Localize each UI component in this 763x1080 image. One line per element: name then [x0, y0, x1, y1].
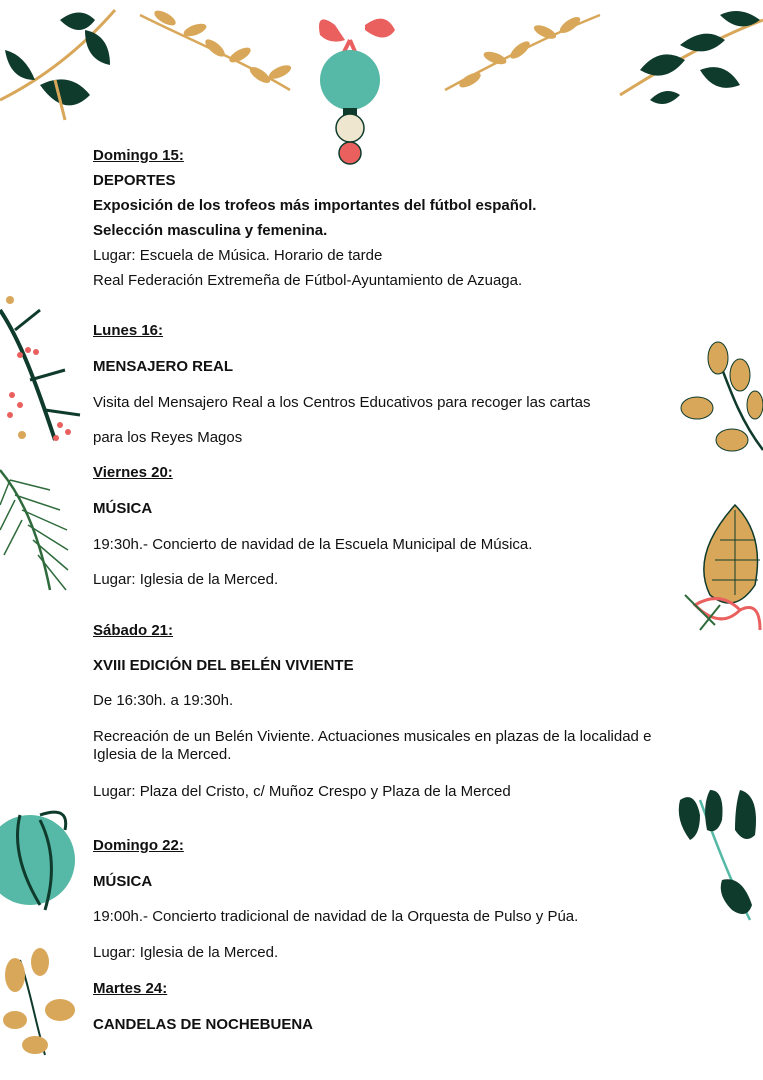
gold-sprig-icon [445, 14, 600, 90]
berry-branch-icon [0, 296, 80, 441]
event-organizer: Real Federación Extremeña de Fútbol-Ayuntamiento de Azuaga. [93, 272, 523, 289]
event-description: Visita del Mensajero Real a los Centros Educativos para recoger las cartas [93, 394, 591, 411]
event-day: Lunes 16: [93, 322, 164, 339]
gold-leaves-icon [3, 948, 75, 1055]
event-category: MÚSICA [93, 500, 153, 517]
event-place: Lugar: Iglesia de la Merced. [93, 571, 279, 588]
event-category: DEPORTES [93, 172, 176, 189]
christmas-ornament-icon [0, 812, 75, 910]
leaf-branch-icon [679, 790, 756, 920]
gold-leaves-icon [681, 342, 763, 451]
christmas-ornament-icon [319, 19, 395, 164]
event-day: Martes 24: [93, 980, 168, 997]
event-time: De 16:30h. a 19:30h. [93, 692, 234, 709]
pine-branch-icon [0, 470, 68, 590]
pinecone-icon [685, 505, 760, 630]
event-description: Recreación de un Belén Viviente. Actuaciones musicales en plazas de la localidad e Iglesia de la Merced. [93, 728, 652, 763]
event-category: XVIII EDICIÓN DEL BELÉN VIVIENTE [93, 657, 354, 674]
event-highlight: Exposición de los trofeos más importantes del fútbol español. [93, 197, 537, 214]
event-place: Lugar: Plaza del Cristo, c/ Muñoz Crespo y Plaza de la Merced [93, 783, 511, 800]
leaf-branch-icon [620, 11, 763, 104]
gold-sprig-icon [140, 8, 293, 90]
event-day: Sábado 21: [93, 622, 174, 639]
event-highlight: Selección masculina y femenina. [93, 222, 328, 239]
event-category: CANDELAS DE NOCHEBUENA [93, 1016, 314, 1033]
event-description: para los Reyes Magos [93, 429, 243, 446]
leaf-branch-icon [0, 10, 115, 120]
event-category: MENSAJERO REAL [93, 358, 234, 375]
event-day: Viernes 20: [93, 464, 173, 481]
event-day: Domingo 22: [93, 837, 184, 854]
event-category: MÚSICA [93, 873, 153, 890]
event-place: Lugar: Iglesia de la Merced. [93, 944, 279, 961]
event-description: 19:30h.- Concierto de navidad de la Escuela Municipal de Música. [93, 536, 533, 553]
event-place: Lugar: Escuela de Música. Horario de tarde [93, 247, 383, 264]
event-day: Domingo 15: [93, 147, 184, 164]
event-description: 19:00h.- Concierto tradicional de navidad de la Orquesta de Pulso y Púa. [93, 908, 579, 925]
